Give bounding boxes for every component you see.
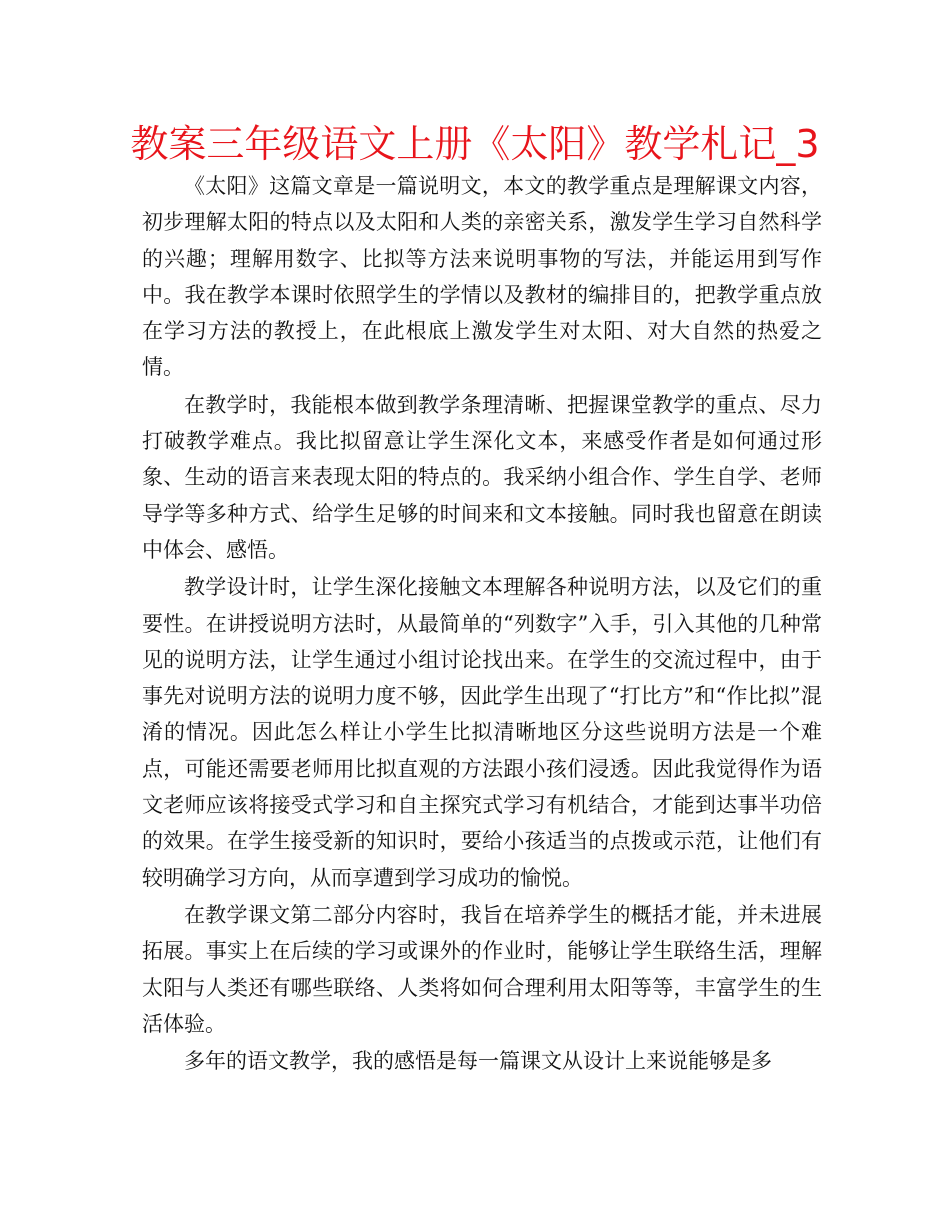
paragraph-1: 《太阳》这篇文章是一篇说明文，本文的教学重点是理解课文内容，初步理解太阳的特点以及太阳和人类的亲密关系，激发学生学习自然科学的兴趣；理解用数字、比拟等方法来说明事物的写法，并能运用到写作中。我在教学本课时依照学生的学情以及教材的编排目的，把教学重点放在学习方法的教授上，在此根底上激发学生对太阳、对大自然的热爱之情。 <box>142 174 822 380</box>
paragraph-2: 在教学时，我能根本做到教学条理清晰、把握课堂教学的重点、尽力打破教学难点。我比拟留意让学生深化文本，来感受作者是如何通过形象、生动的语言来表现太阳的特点的。我采纳小组合作、学生自学、老师导学等多种方式、给学生足够的时间来和文本接触。同时我也留意在朗读中体会、感悟。 <box>142 392 822 562</box>
paragraph-5: 多年的语文教学，我的感悟是每一篇课文从设计上来说能够是多 <box>184 1049 772 1074</box>
paragraph-3: 教学设计时，让学生深化接触文本理解各种说明方法，以及它们的重要性。在讲授说明方法时，从最简单的“列数字”入手，引入其他的几种常见的说明方法，让学生通过小组讨论找出来。在学生的交流过程中，由于事先对说明方法的说明力度不够，因此学生出现了“打比方”和“作比拟”混淆的情况。因此怎么样让小学生比拟清晰地区分这些说明方法是一个难点，可能还需要老师用比拟直观的方法跟小孩们浸透。因此我觉得作为语文老师应该将接受式学习和自主探究式学习有机结合，才能到达事半功倍的效果。在学生接受新的知识时，要给小孩适当的点拨或示范，让他们有较明确学习方向，从而享遭到学习成功的愉悦。 <box>142 575 822 890</box>
paragraph-4: 在教学课文第二部分内容时，我旨在培养学生的概括才能，并未进展拓展。事实上在后续的学习或课外的作业时，能够让学生联络生活，理解太阳与人类还有哪些联络、人类将如何合理利用太阳等等，丰富学生的生活体验。 <box>142 902 822 1036</box>
document-title: 教案三年级语文上册《太阳》教学札记_3 <box>130 122 820 166</box>
document-body <box>142 168 822 1080</box>
